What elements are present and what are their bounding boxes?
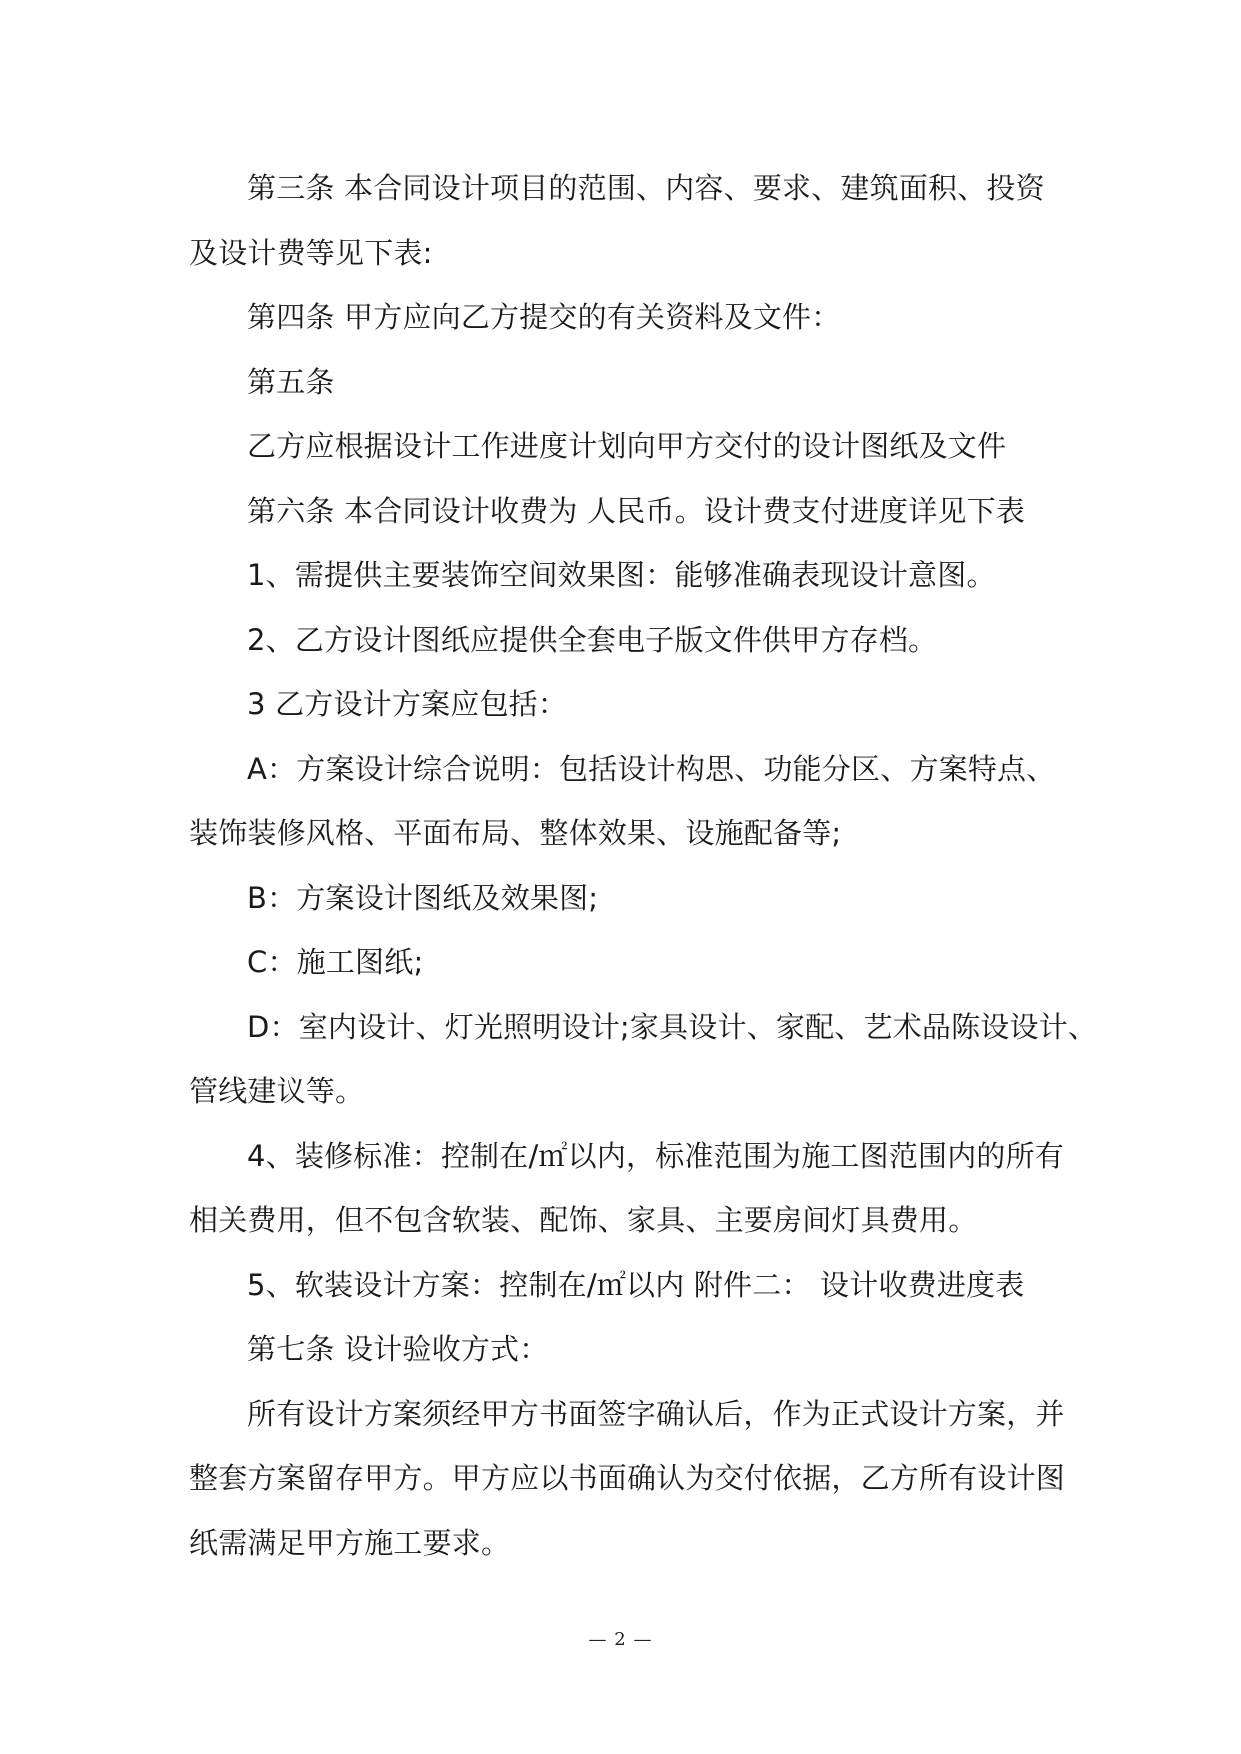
page-number: — 2 — [588,1629,653,1650]
sub-item-d-line-2: 管线建议等。 [189,1074,365,1108]
list-item-5: 5、软装设计方案：控制在/㎡以内 附件二： 设计收费进度表 [247,1267,1025,1302]
document-body [189,156,1098,1575]
list-item-4-line-2: 相关费用，但不包含软装、配饰、家具、主要房间灯具费用。 [189,1203,978,1237]
clause-6: 第六条 本合同设计收费为 人民币。设计费支付进度详见下表 [247,493,1026,528]
sub-item-c: C：施工图纸; [247,945,424,979]
clause-3-line-2: 及设计费等见下表: [189,235,433,270]
clause-7-line-3: 纸需满足甲方施工要求。 [189,1525,511,1560]
clause-7-line-1: 所有设计方案须经甲方书面签字确认后，作为正式设计方案，并 [247,1396,1065,1431]
list-item-4-line-1: 4、装修标准：控制在/㎡以内，标准范围为施工图范围内的所有 [247,1138,1065,1173]
sub-item-a-line-2: 装饰装修风格、平面布局、整体效果、设施配备等; [189,816,842,850]
clause-7-heading: 第七条 设计验收方式： [247,1332,549,1366]
clause-7-line-2: 整套方案留存甲方。甲方应以书面确认为交付依据，乙方所有设计图 [189,1461,1066,1495]
list-item-2: 2、乙方设计图纸应提供全套电子版文件供甲方存档。 [247,622,938,657]
list-item-1: 1、需提供主要装饰空间效果图：能够准确表现设计意图。 [247,558,996,592]
sub-item-d-line-1: D：室内设计、灯光照明设计;家具设计、家配、艺术品陈设设计、 [247,1009,1098,1044]
clause-4: 第四条 甲方应向乙方提交的有关资料及文件： [247,300,841,334]
sub-item-b: B：方案设计图纸及效果图; [247,880,599,915]
clause-3-line-1: 第三条 本合同设计项目的范围、内容、要求、建筑面积、投资 [247,171,1045,205]
sub-item-a-line-1: A：方案设计综合说明：包括设计构思、功能分区、方案特点、 [247,751,1056,786]
clause-5-text: 乙方应根据设计工作进度计划向甲方交付的设计图纸及文件 [247,429,1007,463]
list-item-3: 3 乙方设计方案应包括： [247,687,568,721]
clause-5-heading: 第五条 [247,364,335,399]
